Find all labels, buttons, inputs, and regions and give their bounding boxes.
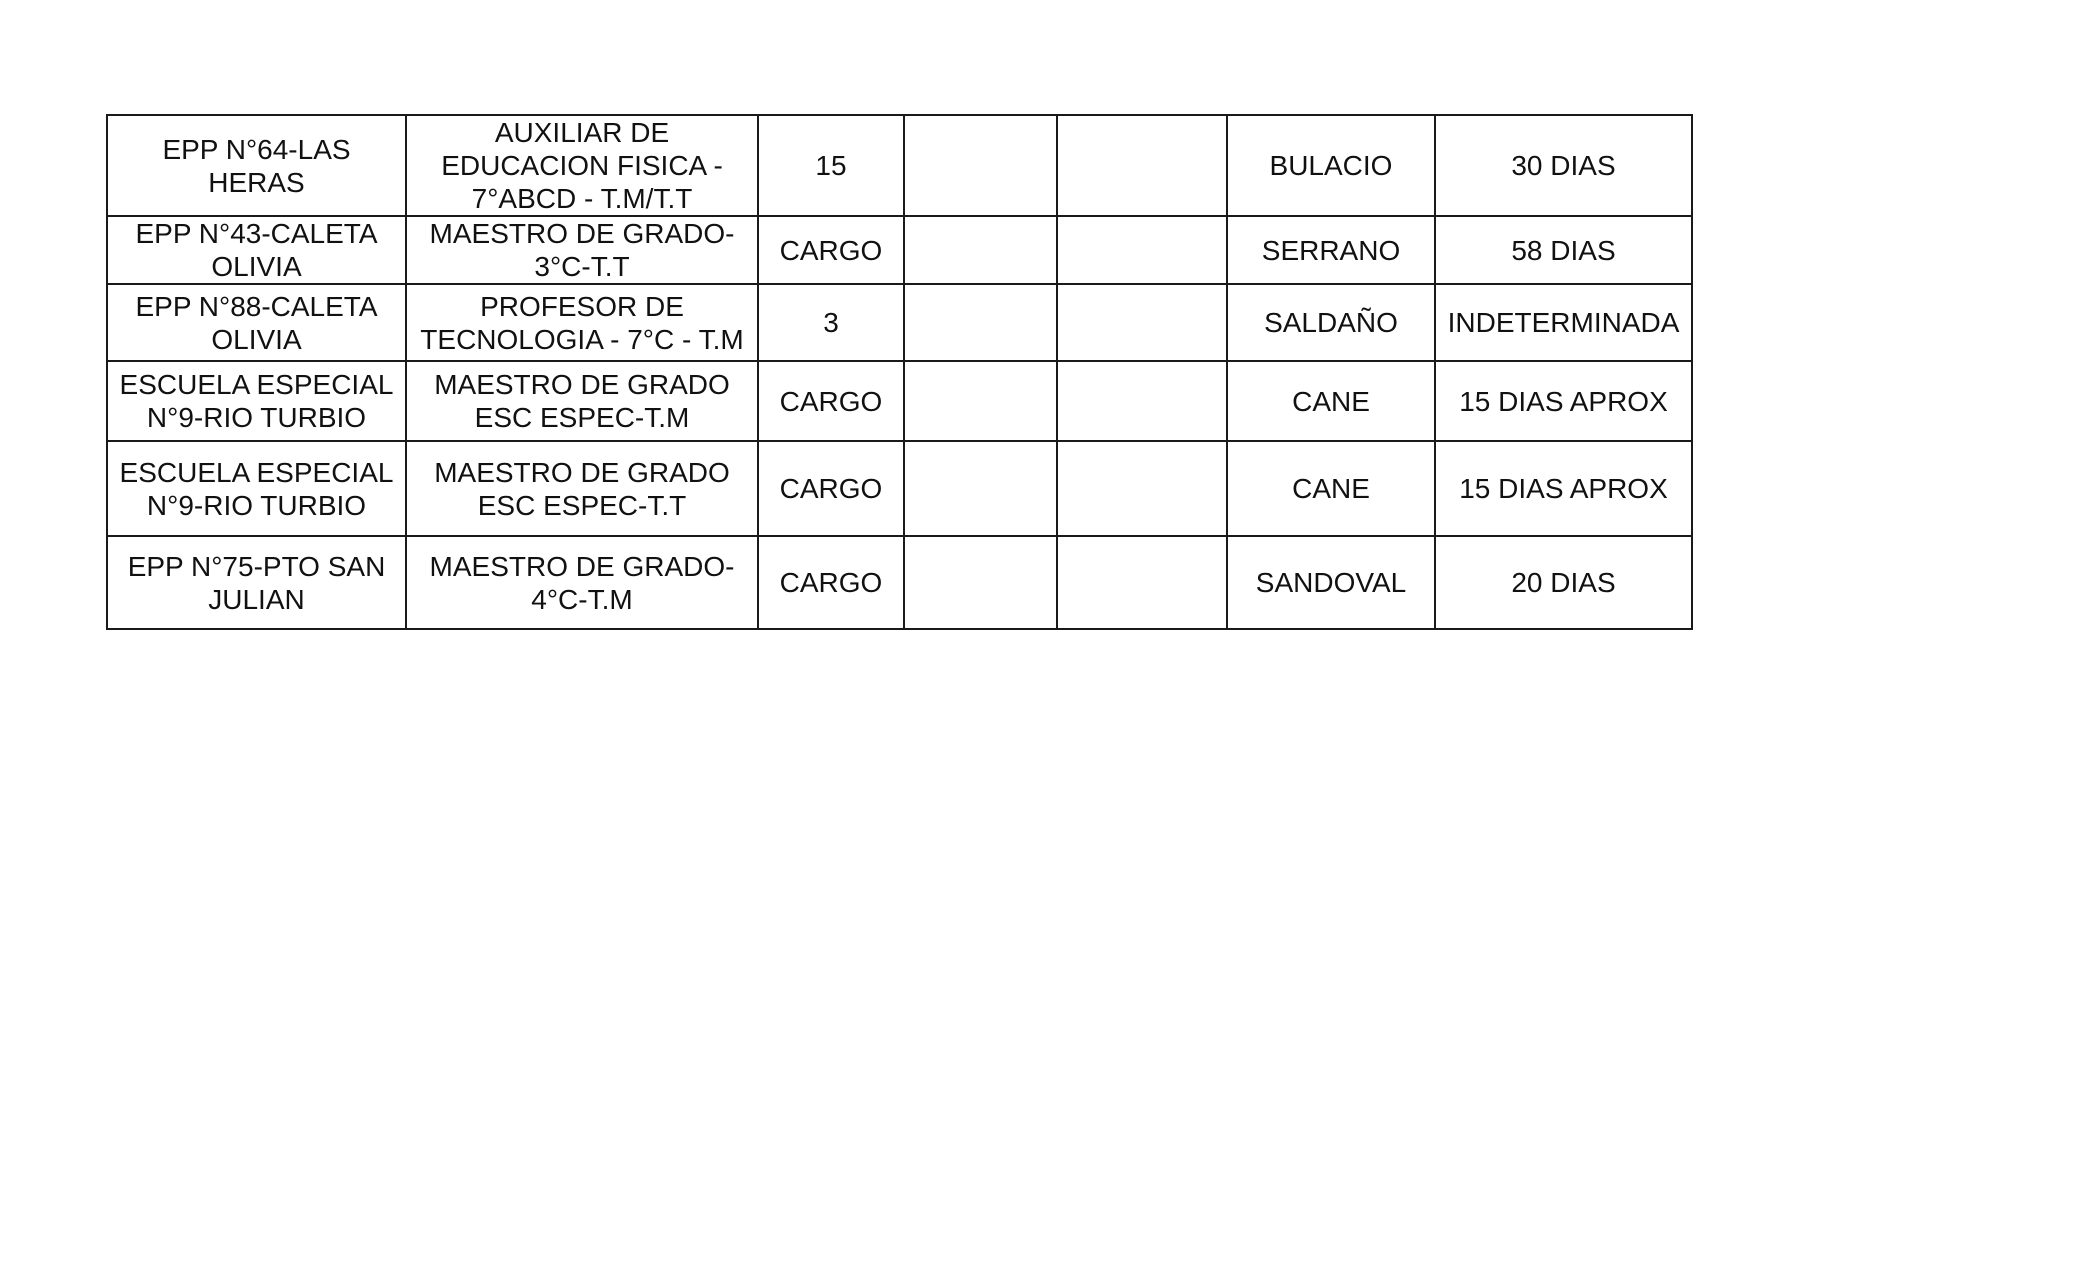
empty-cell (1057, 441, 1227, 536)
empty-cell (1057, 115, 1227, 216)
school-cell: EPP N°75-PTO SAN JULIAN (107, 536, 406, 629)
school-cell: ESCUELA ESPECIAL N°9-RIO TURBIO (107, 361, 406, 441)
duration-cell: INDETERMINADA (1435, 284, 1692, 361)
duration-cell: 58 DIAS (1435, 216, 1692, 284)
empty-cell (1057, 216, 1227, 284)
vacancy-table (106, 114, 1693, 630)
hours-cell: CARGO (758, 216, 904, 284)
name-cell: BULACIO (1227, 115, 1435, 216)
position-cell: MAESTRO DE GRADO ESC ESPEC-T.M (406, 361, 758, 441)
table-row (107, 115, 1692, 216)
empty-cell (904, 536, 1057, 629)
name-cell: SERRANO (1227, 216, 1435, 284)
empty-cell (904, 216, 1057, 284)
empty-cell (904, 441, 1057, 536)
school-cell: EPP N°43-CALETA OLIVIA (107, 216, 406, 284)
table-row (107, 361, 1692, 441)
position-cell: AUXILIAR DE EDUCACION FISICA - 7°ABCD - T.M/T.T (406, 115, 758, 216)
empty-cell (904, 361, 1057, 441)
name-cell: SALDAÑO (1227, 284, 1435, 361)
empty-cell (1057, 536, 1227, 629)
position-cell: PROFESOR DE TECNOLOGIA - 7°C - T.M (406, 284, 758, 361)
hours-cell: CARGO (758, 441, 904, 536)
table-row (107, 284, 1692, 361)
duration-cell: 15 DIAS APROX (1435, 441, 1692, 536)
empty-cell (904, 284, 1057, 361)
table-row (107, 441, 1692, 536)
empty-cell (904, 115, 1057, 216)
school-cell: EPP N°88-CALETA OLIVIA (107, 284, 406, 361)
duration-cell: 15 DIAS APROX (1435, 361, 1692, 441)
name-cell: CANE (1227, 361, 1435, 441)
position-cell: MAESTRO DE GRADO-3°C-T.T (406, 216, 758, 284)
hours-cell: 15 (758, 115, 904, 216)
position-cell: MAESTRO DE GRADO ESC ESPEC-T.T (406, 441, 758, 536)
empty-cell (1057, 284, 1227, 361)
table-row (107, 536, 1692, 629)
name-cell: CANE (1227, 441, 1435, 536)
table-row (107, 216, 1692, 284)
position-cell: MAESTRO DE GRADO-4°C-T.M (406, 536, 758, 629)
name-cell: SANDOVAL (1227, 536, 1435, 629)
hours-cell: CARGO (758, 361, 904, 441)
school-cell: ESCUELA ESPECIAL N°9-RIO TURBIO (107, 441, 406, 536)
duration-cell: 30 DIAS (1435, 115, 1692, 216)
hours-cell: 3 (758, 284, 904, 361)
empty-cell (1057, 361, 1227, 441)
hours-cell: CARGO (758, 536, 904, 629)
school-cell: EPP N°64-LAS HERAS (107, 115, 406, 216)
duration-cell: 20 DIAS (1435, 536, 1692, 629)
